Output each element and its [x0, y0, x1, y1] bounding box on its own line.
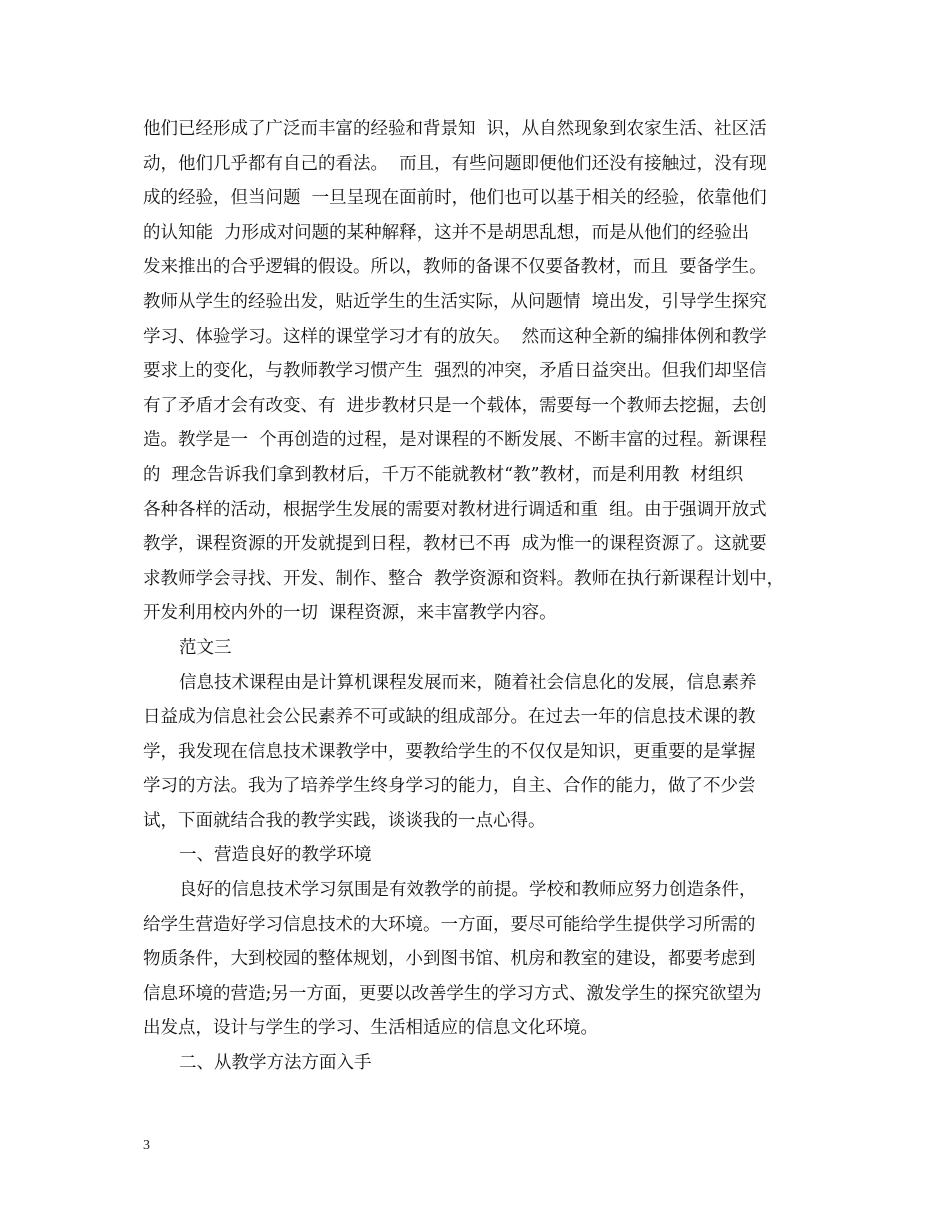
text-line: 动，他们几乎都有自己的看法。 而且，有些问题即便他们还没有接触过，没有现 [143, 153, 767, 174]
text-line: 有了矛盾才会有改变、有 进步教材只是一个载体，需要每一个教师去挖掘，去创 [143, 395, 767, 416]
text-line: 开发利用校内外的一切 课程资源，来丰富教学内容。 [143, 603, 557, 624]
text-line: 的 理念告诉我们拿到教材后，千万不能就教材“教”教材，而是利用教 材组织 [143, 464, 744, 485]
text-line: 的认知能 力形成对问题的某种解释，这并不是胡思乱想，而是从他们的经验出 [143, 222, 750, 243]
text-line: 发来推出的合乎逻辑的假设。所以，教师的备课不仅要备教材，而且 要备学生。 [143, 257, 767, 278]
text-line: 信息技术课程由是计算机课程发展而来，随着社会信息化的发展，信息素养 [179, 672, 757, 693]
text-line: 出发点，设计与学生的学习、生活相适应的信息文化环境。 [143, 1018, 598, 1039]
text-line: 他们已经形成了广泛而丰富的经验和背景知 识，从自然现象到农家生活、社区活 [143, 119, 767, 139]
text-line: 良好的信息技术学习氛围是有效教学的前提。学校和教师应努力创造条件， [179, 880, 757, 901]
text-line: 日益成为信息社会公民素养不可或缺的组成部分。在过去一年的信息技术课的教 [143, 707, 756, 728]
text-line: 信息环境的营造;另一方面，更要以改善学生的学习方式、激发学生的探究欲望为 [143, 983, 762, 1004]
text-line: 成的经验，但当问题 一旦呈现在面前时，他们也可以基于相关的经验，依靠他们 [143, 188, 767, 209]
text-line: 二、从教学方法方面入手 [179, 1053, 372, 1074]
text-line: 各种各样的活动，根据学生发展的需要对教材进行调适和重 组。由于强调开放式 [143, 499, 767, 520]
text-line: 要求上的变化，与教师教学习惯产生 强烈的冲突，矛盾日益突出。但我们却坚信 [143, 361, 767, 382]
page-number: 3 [143, 1138, 150, 1153]
document-body [143, 112, 811, 1081]
text-line: 造。教学是一 个再创造的过程，是对课程的不断发展、不断丰富的过程。新课程 [143, 430, 767, 451]
text-line: 给学生营造好学习信息技术的大环境。一方面，要尽可能给学生提供学习所需的 [143, 914, 756, 935]
text-line: 试，下面就结合我的教学实践，谈谈我的一点心得。 [143, 810, 546, 831]
text-line: 学习的方法。我为了培养学生终身学习的能力，自主、合作的能力，做了不少尝 [143, 776, 756, 797]
text-line: 物质条件，大到校园的整体规划，小到图书馆、机房和教室的建设，都要考虑到 [143, 949, 756, 970]
text-line: 一、营造良好的教学环境 [179, 845, 372, 866]
text-line: 学习、体验学习。这样的课堂学习才有的放矢。 然而这种全新的编排体例和教学 [143, 326, 767, 347]
text-line: 求教师学会寻找、开发、制作、整合 教学资源和资料。教师在执行新课程计划中， [143, 568, 785, 589]
text-line: 教师从学生的经验出发，贴近学生的生活实际，从问题情 境出发，引导学生探究 [143, 291, 767, 312]
text-line: 教学，课程资源的开发就提到日程，教材已不再 成为惟一的课程资源了。这就要 [143, 534, 767, 555]
text-line: 范文三 [179, 637, 232, 658]
text-line: 学，我发现在信息技术课教学中，要教给学生的不仅仅是知识，更重要的是掌握 [143, 741, 756, 762]
